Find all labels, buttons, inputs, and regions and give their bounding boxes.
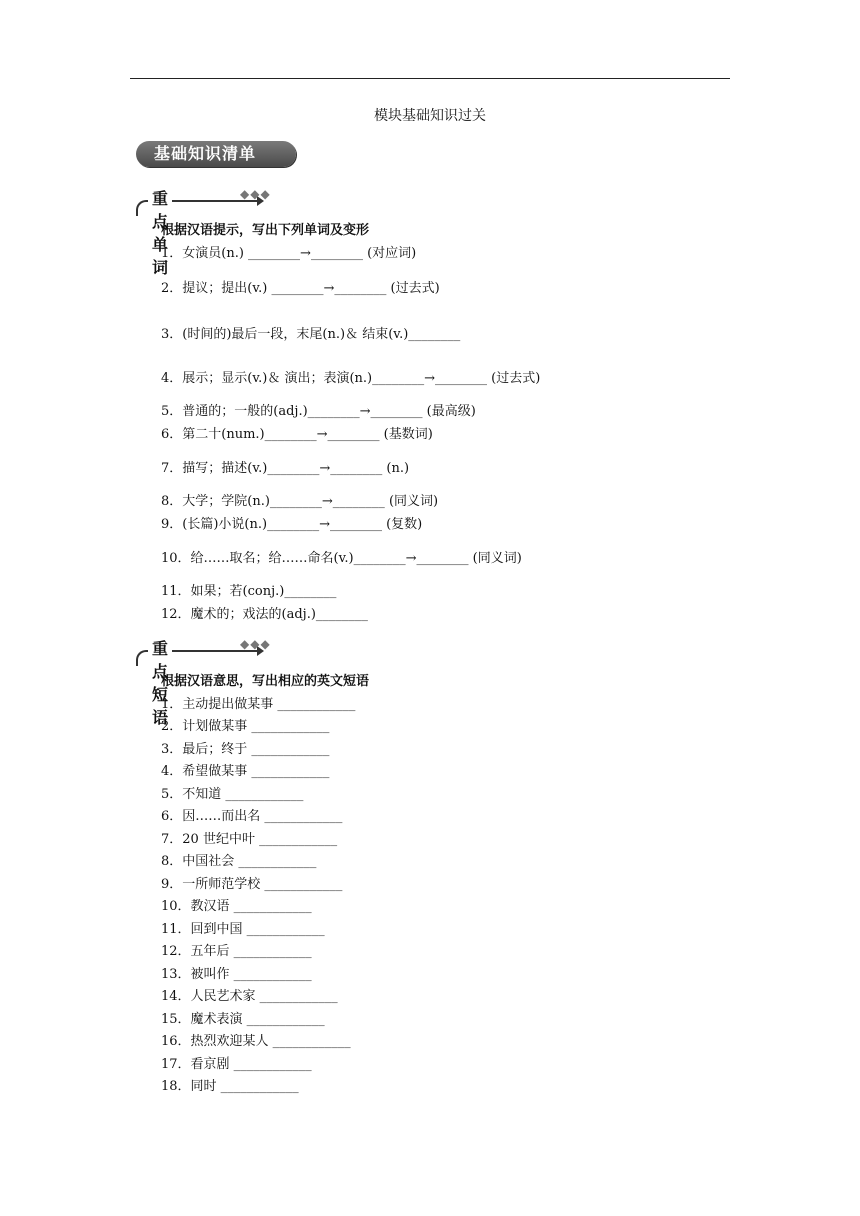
phrase-item: 5．不知道 ____________: [161, 787, 304, 802]
vocab-item: 6．第二十(num.)________→________ (基数词): [161, 427, 433, 442]
vocab-item: 11．如果；若(conj.)________: [161, 584, 337, 599]
diamond-icons: ◆◆◆: [240, 187, 271, 201]
vocab-item: 5．普通的；一般的(adj.)________→________ (最高级): [161, 404, 476, 419]
vocab-instruction: 根据汉语提示，写出下列单词及变形: [161, 223, 370, 238]
phrase-item: 9．一所师范学校 ____________: [161, 877, 343, 892]
phrase-item: 12．五年后 ____________: [161, 944, 312, 959]
phrase-item: 3．最后；终于 ____________: [161, 742, 330, 757]
vocab-item: 9．(长篇)小说(n.)________→________ (复数): [161, 517, 423, 532]
phrase-item: 17．看京剧 ____________: [161, 1057, 312, 1072]
phrases-instruction: 根据汉语意思，写出相应的英文短语: [161, 674, 370, 689]
phrase-item: 11．回到中国 ____________: [161, 922, 325, 937]
vocab-item: 1．女演员(n.) ________→________ (对应词): [161, 246, 417, 261]
vocab-item: 3．(时间的)最后一段，末尾(n.)＆ 结束(v.)________: [161, 327, 461, 342]
header-rule: [130, 78, 730, 79]
diamond-icons: ◆◆◆: [240, 637, 271, 651]
section-banner: 基础知识清单: [136, 141, 296, 167]
phrase-item: 1．主动提出做某事 ____________: [161, 697, 356, 712]
phrase-item: 18．同时 ____________: [161, 1079, 299, 1094]
phrase-item: 16．热烈欢迎某人 ____________: [161, 1034, 351, 1049]
vocab-item: 2．提议；提出(v.) ________→________ (过去式): [161, 281, 440, 296]
phrase-item: 6．因……而出名 ____________: [161, 809, 343, 824]
phrase-item: 13．被叫作 ____________: [161, 967, 312, 982]
phrase-item: 15．魔术表演 ____________: [161, 1012, 325, 1027]
vocab-item: 7．描写；描述(v.)________→________ (n.): [161, 461, 410, 476]
vocab-heading-label: 重点单词: [148, 186, 172, 278]
phrase-item: 10．教汉语 ____________: [161, 899, 312, 914]
phrase-item: 8．中国社会 ____________: [161, 854, 317, 869]
phrase-item: 7．20 世纪中叶 ____________: [161, 832, 338, 847]
page-title: 模块基础知识过关: [374, 108, 486, 124]
vocab-item: 12．魔术的；戏法的(adj.)________: [161, 607, 368, 622]
phrase-item: 14．人民艺术家 ____________: [161, 989, 338, 1004]
phrase-item: 2．计划做某事 ____________: [161, 719, 330, 734]
phrase-item: 4．希望做某事 ____________: [161, 764, 330, 779]
vocab-item: 8．大学；学院(n.)________→________ (同义词): [161, 494, 439, 509]
phrases-heading-label: 重点短语: [148, 636, 172, 728]
vocab-item: 10．给……取名；给……命名(v.)________→________ (同义词): [161, 551, 522, 566]
vocab-item: 4．展示；显示(v.)＆ 演出；表演(n.)________→________ (过去式): [161, 371, 541, 386]
